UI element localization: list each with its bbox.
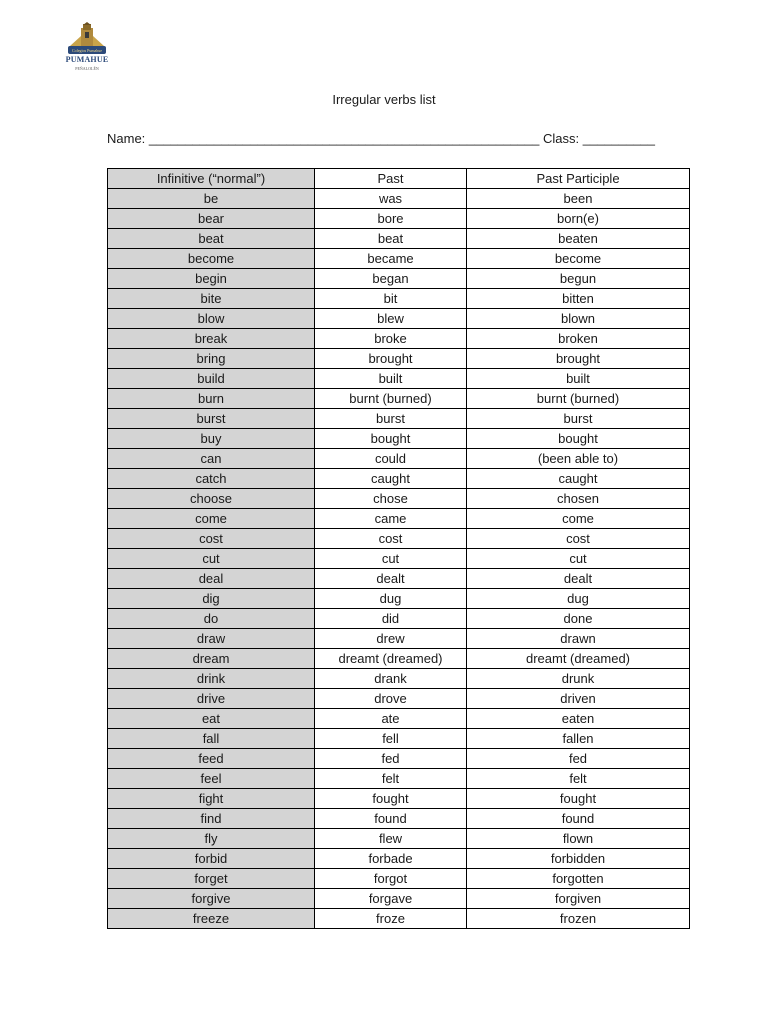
- cell-past: beat: [315, 229, 467, 249]
- cell-past-participle: burnt (burned): [467, 389, 690, 409]
- cell-past: dug: [315, 589, 467, 609]
- cell-infinitive: eat: [108, 709, 315, 729]
- cell-past-participle: cost: [467, 529, 690, 549]
- cell-infinitive: bite: [108, 289, 315, 309]
- cell-past: drew: [315, 629, 467, 649]
- cell-past-participle: born(e): [467, 209, 690, 229]
- table-header-row: [108, 169, 690, 189]
- cell-infinitive: dig: [108, 589, 315, 609]
- cell-past-participle: felt: [467, 769, 690, 789]
- cell-past: forbade: [315, 849, 467, 869]
- cell-past: drove: [315, 689, 467, 709]
- header-past-participle: Past Participle: [467, 169, 690, 189]
- table-row: [108, 869, 690, 889]
- cell-past-participle: fallen: [467, 729, 690, 749]
- cell-infinitive: deal: [108, 569, 315, 589]
- header-infinitive: Infinitive (“normal”): [108, 169, 315, 189]
- table-row: [108, 749, 690, 769]
- cell-past-participle: blown: [467, 309, 690, 329]
- cell-past: could: [315, 449, 467, 469]
- cell-infinitive: beat: [108, 229, 315, 249]
- logo-subtitle: PEÑALOLÉN: [75, 66, 99, 71]
- cell-past-participle: bitten: [467, 289, 690, 309]
- cell-past: dreamt (dreamed): [315, 649, 467, 669]
- table-row: [108, 429, 690, 449]
- cell-past: became: [315, 249, 467, 269]
- cell-past-participle: frozen: [467, 909, 690, 929]
- logo-banner-text: Colegios Pumahue: [71, 48, 103, 53]
- cell-past-participle: come: [467, 509, 690, 529]
- table-row: [108, 729, 690, 749]
- cell-past: burst: [315, 409, 467, 429]
- cell-infinitive: come: [108, 509, 315, 529]
- cell-past-participle: built: [467, 369, 690, 389]
- cell-infinitive: drive: [108, 689, 315, 709]
- cell-past: froze: [315, 909, 467, 929]
- cell-past-participle: forgotten: [467, 869, 690, 889]
- table-row: [108, 589, 690, 609]
- cell-past: was: [315, 189, 467, 209]
- cell-past: forgot: [315, 869, 467, 889]
- cell-past-participle: dug: [467, 589, 690, 609]
- page-title: Irregular verbs list: [332, 92, 436, 107]
- cell-past: fell: [315, 729, 467, 749]
- cell-past-participle: forbidden: [467, 849, 690, 869]
- cell-infinitive: forgive: [108, 889, 315, 909]
- cell-past: bore: [315, 209, 467, 229]
- table-row: [108, 289, 690, 309]
- table-row: [108, 689, 690, 709]
- table-row: [108, 849, 690, 869]
- cell-infinitive: burn: [108, 389, 315, 409]
- cell-past: ate: [315, 709, 467, 729]
- cell-infinitive: drink: [108, 669, 315, 689]
- name-label: Name:: [107, 131, 146, 146]
- logo-name: PUMAHUE: [65, 55, 109, 64]
- cell-past-participle: eaten: [467, 709, 690, 729]
- cell-infinitive: can: [108, 449, 315, 469]
- cell-infinitive: dream: [108, 649, 315, 669]
- cell-past-participle: caught: [467, 469, 690, 489]
- cell-past: bit: [315, 289, 467, 309]
- cell-past: cost: [315, 529, 467, 549]
- table-row: [108, 329, 690, 349]
- table-row: [108, 549, 690, 569]
- cell-past: bought: [315, 429, 467, 449]
- irregular-verbs-table: [107, 168, 690, 929]
- table-row: [108, 189, 690, 209]
- cell-infinitive: cut: [108, 549, 315, 569]
- cell-infinitive: bring: [108, 349, 315, 369]
- cell-infinitive: be: [108, 189, 315, 209]
- cell-past-participle: dealt: [467, 569, 690, 589]
- table-row: [108, 269, 690, 289]
- table-row: [108, 629, 690, 649]
- cell-infinitive: fly: [108, 829, 315, 849]
- cell-past: flew: [315, 829, 467, 849]
- cell-past-participle: fought: [467, 789, 690, 809]
- cell-past: felt: [315, 769, 467, 789]
- cell-past: caught: [315, 469, 467, 489]
- cell-infinitive: fall: [108, 729, 315, 749]
- cell-past-participle: dreamt (dreamed): [467, 649, 690, 669]
- table-row: [108, 369, 690, 389]
- cell-past-participle: found: [467, 809, 690, 829]
- cell-past-participle: forgiven: [467, 889, 690, 909]
- cell-past: blew: [315, 309, 467, 329]
- cell-past-participle: drunk: [467, 669, 690, 689]
- cell-past-participle: broken: [467, 329, 690, 349]
- table-row: [108, 449, 690, 469]
- cell-past-participle: flown: [467, 829, 690, 849]
- cell-past: broke: [315, 329, 467, 349]
- table-row: [108, 609, 690, 629]
- cell-past: chose: [315, 489, 467, 509]
- name-class-line: [107, 131, 655, 146]
- cell-infinitive: forget: [108, 869, 315, 889]
- table-row: [108, 649, 690, 669]
- table-row: [108, 909, 690, 929]
- cell-infinitive: cost: [108, 529, 315, 549]
- cell-infinitive: buy: [108, 429, 315, 449]
- cell-past-participle: driven: [467, 689, 690, 709]
- table-row: [108, 569, 690, 589]
- cell-infinitive: fight: [108, 789, 315, 809]
- cell-infinitive: begin: [108, 269, 315, 289]
- table-row: [108, 509, 690, 529]
- cell-past-participle: been: [467, 189, 690, 209]
- cell-past-participle: chosen: [467, 489, 690, 509]
- header-past: Past: [315, 169, 467, 189]
- table-row: [108, 209, 690, 229]
- cell-infinitive: freeze: [108, 909, 315, 929]
- cell-past: found: [315, 809, 467, 829]
- table-row: [108, 349, 690, 369]
- table-row: [108, 249, 690, 269]
- cell-infinitive: feel: [108, 769, 315, 789]
- table-row: [108, 669, 690, 689]
- table-row: [108, 769, 690, 789]
- cell-infinitive: do: [108, 609, 315, 629]
- cell-past-participle: drawn: [467, 629, 690, 649]
- cell-infinitive: forbid: [108, 849, 315, 869]
- cell-infinitive: become: [108, 249, 315, 269]
- cell-past: burnt (burned): [315, 389, 467, 409]
- table-row: [108, 489, 690, 509]
- cell-past-participle: begun: [467, 269, 690, 289]
- cell-past-participle: done: [467, 609, 690, 629]
- cell-past-participle: burst: [467, 409, 690, 429]
- table-row: [108, 809, 690, 829]
- table-row: [108, 469, 690, 489]
- cell-past: brought: [315, 349, 467, 369]
- table-row: [108, 409, 690, 429]
- cell-infinitive: break: [108, 329, 315, 349]
- cell-past: began: [315, 269, 467, 289]
- cell-infinitive: find: [108, 809, 315, 829]
- table-row: [108, 709, 690, 729]
- class-label: Class:: [542, 131, 580, 146]
- class-field[interactable]: __________: [582, 131, 656, 146]
- table-row: [108, 789, 690, 809]
- table-row: [108, 229, 690, 249]
- cell-infinitive: build: [108, 369, 315, 389]
- cell-past-participle: beaten: [467, 229, 690, 249]
- cell-past-participle: fed: [467, 749, 690, 769]
- cell-infinitive: burst: [108, 409, 315, 429]
- name-field[interactable]: ______________________________________________________: [148, 131, 540, 146]
- table-row: [108, 389, 690, 409]
- cell-infinitive: bear: [108, 209, 315, 229]
- cell-infinitive: catch: [108, 469, 315, 489]
- cell-past: forgave: [315, 889, 467, 909]
- cell-past: came: [315, 509, 467, 529]
- table-row: [108, 309, 690, 329]
- cell-infinitive: draw: [108, 629, 315, 649]
- cell-infinitive: choose: [108, 489, 315, 509]
- cell-past-participle: bought: [467, 429, 690, 449]
- table-row: [108, 829, 690, 849]
- cell-past-participle: brought: [467, 349, 690, 369]
- cell-past: dealt: [315, 569, 467, 589]
- cell-past-participle: become: [467, 249, 690, 269]
- table-row: [108, 889, 690, 909]
- cell-past-participle: (been able to): [467, 449, 690, 469]
- cell-past: drank: [315, 669, 467, 689]
- cell-past-participle: cut: [467, 549, 690, 569]
- table-row: [108, 529, 690, 549]
- cell-infinitive: blow: [108, 309, 315, 329]
- cell-past: cut: [315, 549, 467, 569]
- cell-past: fought: [315, 789, 467, 809]
- cell-past: fed: [315, 749, 467, 769]
- cell-infinitive: feed: [108, 749, 315, 769]
- cell-past: did: [315, 609, 467, 629]
- cell-past: built: [315, 369, 467, 389]
